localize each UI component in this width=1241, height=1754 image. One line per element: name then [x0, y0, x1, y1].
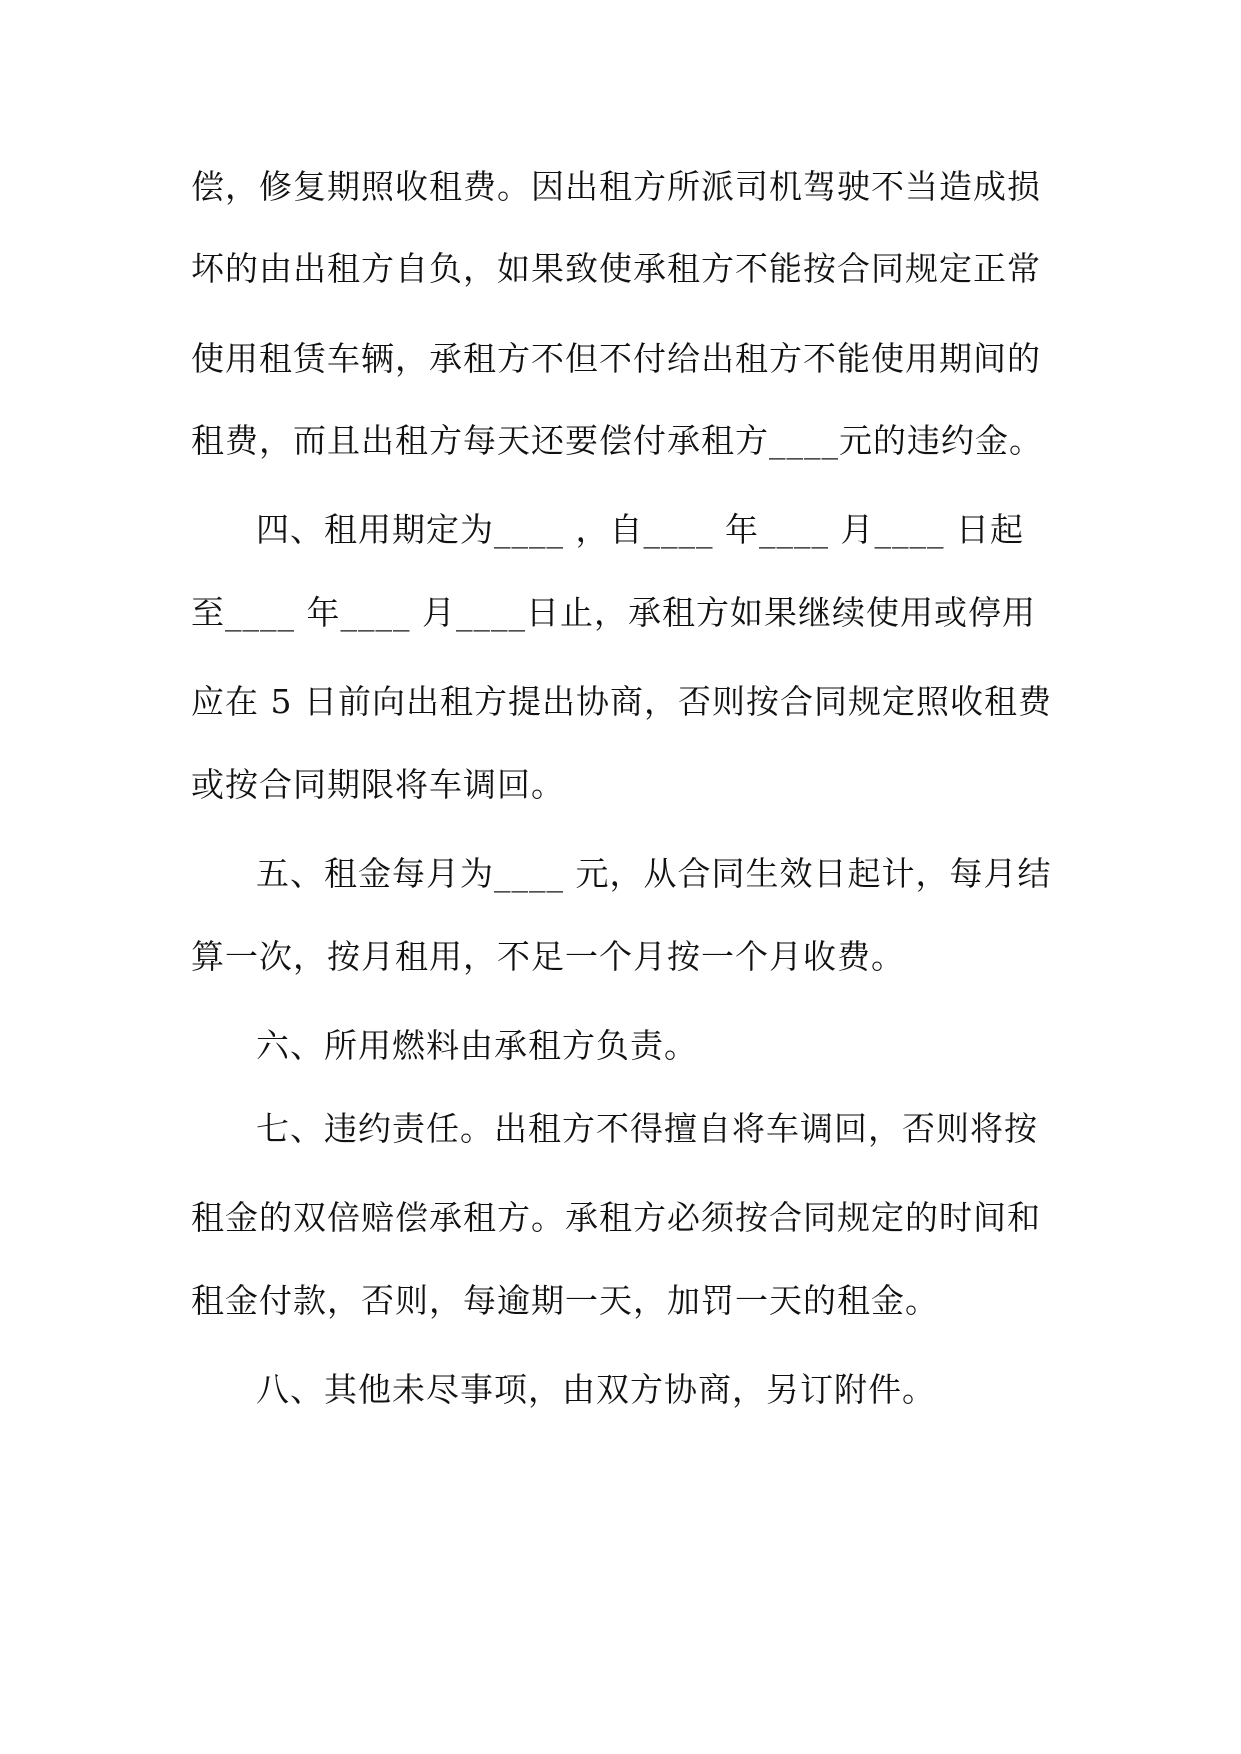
text-line: 坏的由出租方自负，如果致使承租方不能按合同规定正常: [191, 249, 1041, 288]
text-line: 算一次，按月租用，不足一个月按一个月收费。: [191, 937, 905, 976]
text-line: 或按合同期限将车调回。: [191, 765, 565, 804]
text-line: 租金付款，否则，每逾期一天，加罚一天的租金。: [191, 1281, 939, 1320]
clause-8-line: 八、其他未尽事项，由双方协商，另订附件。: [256, 1370, 936, 1409]
text-line: 租金的双倍赔偿承租方。承租方必须按合同规定的时间和: [191, 1198, 1041, 1237]
clause-4-line: 四、租用期定为____ ，自____ 年____ 月____ 日起: [256, 510, 1024, 549]
clause-6-line: 六、所用燃料由承租方负责。: [256, 1026, 698, 1065]
clause-7-line: 七、违约责任。出租方不得擅自将车调回，否则将按: [256, 1109, 1038, 1148]
text-line: 使用租赁车辆，承租方不但不付给出租方不能使用期间的: [191, 339, 1041, 378]
text-line: 偿，修复期照收租费。因出租方所派司机驾驶不当造成损: [191, 167, 1041, 206]
clause-5-line: 五、租金每月为____ 元，从合同生效日起计，每月结: [256, 854, 1052, 893]
text-line: 租费，而且出租方每天还要偿付承租方____元的违约金。: [191, 421, 1043, 460]
text-line: 至____ 年____ 月____日止，承租方如果继续使用或停用: [191, 593, 1036, 632]
text-line: 应在 5 日前向出租方提出协商，否则按合同规定照收租费: [191, 682, 1052, 721]
